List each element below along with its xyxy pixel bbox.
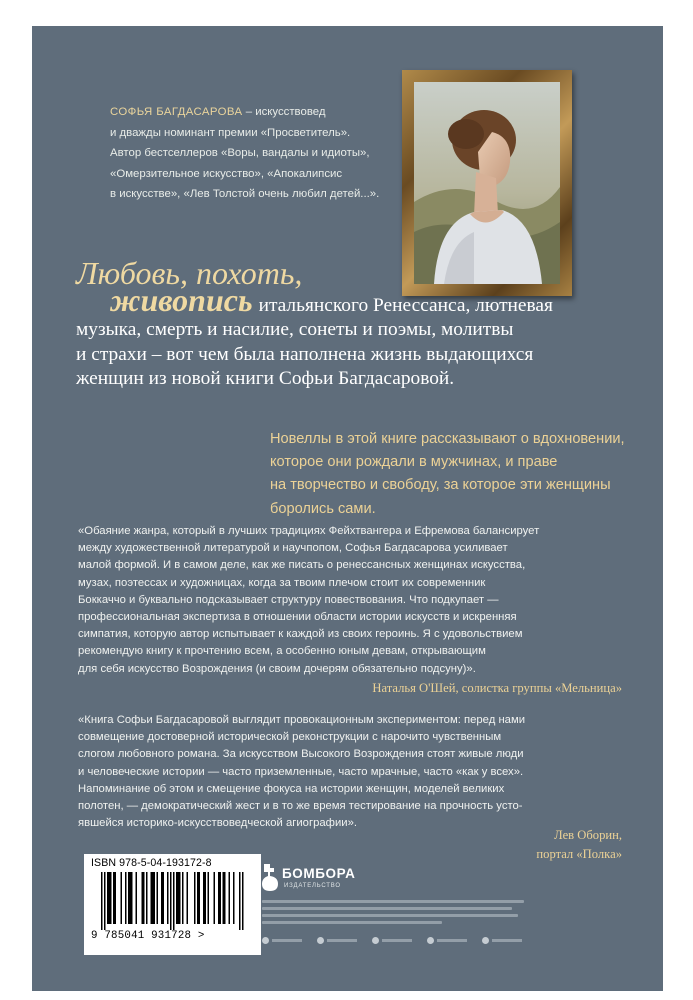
barcode-bar bbox=[224, 872, 226, 924]
barcode-bar bbox=[203, 872, 205, 924]
barcode-bar bbox=[146, 872, 148, 924]
bio-line: и дважды номинант премии «Просветитель». bbox=[110, 126, 351, 139]
barcode-bar bbox=[109, 872, 111, 924]
quote-1-author: Наталья О'Шей, солистка группы «Мельница» bbox=[372, 681, 622, 695]
barcode-bar bbox=[223, 872, 225, 924]
barcode-bar bbox=[178, 872, 180, 924]
quote-line: совмещение достоверной исторической реконструкции с нарочито чувственным bbox=[78, 731, 502, 744]
headline-big-line2: живопись bbox=[110, 282, 253, 318]
novellas-line: которое они рождали в мужчинах, и праве bbox=[270, 454, 558, 471]
barcode-bar bbox=[214, 872, 216, 924]
barcode-bar bbox=[208, 872, 210, 924]
barcode-bar bbox=[173, 872, 175, 930]
publisher-subtitle: ИЗДАТЕЛЬСТВО bbox=[284, 883, 341, 889]
social-icon bbox=[482, 937, 489, 944]
headline bbox=[76, 255, 636, 392]
bio-line: СОФЬЯ БАГДАСАРОВА – искусствовед bbox=[110, 106, 326, 118]
quote-line: Напоминание об этом и смещение фокуса на истории женщин, моделей великих bbox=[78, 782, 505, 795]
quote-line: малой формой. И в самом деле, как же писать о ренессансных женщинах искусства, bbox=[78, 559, 526, 572]
barcode-bar bbox=[167, 872, 169, 924]
social-icon bbox=[427, 937, 434, 944]
bio-line: «Омерзительное искусство», «Апокалипсис bbox=[110, 167, 343, 180]
review-quote-1 bbox=[78, 523, 621, 678]
quote-line: «Книга Софьи Багдасаровой выглядит провокационным экспериментом: перед нами bbox=[78, 714, 526, 726]
barcode-bar bbox=[161, 872, 163, 924]
quote-line: и человеческие истории — часто приземленные, часто мрачные, часто «как у всех». bbox=[78, 765, 524, 778]
barcode-bar bbox=[152, 872, 154, 924]
quote-2-author bbox=[412, 826, 622, 864]
publisher-name: БОМБОРА bbox=[282, 866, 356, 881]
quote-line: между художественной литературой и научпопом, Софья Багдасарова усиливает bbox=[78, 542, 508, 555]
novellas-line: боролись сами. bbox=[270, 500, 376, 517]
barcode-bar bbox=[182, 872, 184, 924]
barcode-bar bbox=[131, 872, 133, 924]
barcode-bar bbox=[142, 872, 144, 924]
barcode-bar bbox=[163, 872, 165, 924]
author-portrait bbox=[414, 82, 560, 284]
barcode-bar bbox=[205, 872, 207, 924]
barcode-bar bbox=[220, 872, 222, 924]
social-links-row bbox=[262, 936, 524, 948]
barcode-bar bbox=[197, 872, 199, 924]
barcode-bar bbox=[242, 872, 244, 930]
barcode-bar bbox=[194, 872, 196, 924]
barcode-bar bbox=[136, 872, 138, 924]
fine-print-line bbox=[262, 900, 524, 903]
quote-line: Боккаччо и буквально подсказывает структуру повествования. Что подкупает — bbox=[78, 593, 499, 606]
headline-line4: и страхи – вот чем была наполнена жизнь выдающихся bbox=[76, 343, 534, 365]
quote-line: музах, поэтессах и художницах, когда за твоим плечом стоит их современник bbox=[78, 576, 486, 589]
publisher-logo bbox=[260, 858, 370, 898]
social-icon bbox=[317, 937, 324, 944]
barcode-bar bbox=[101, 872, 103, 930]
quote-2-author-affiliation: портал «Полка» bbox=[536, 847, 622, 861]
social-icon bbox=[372, 937, 379, 944]
headline-big-line1: Любовь, похоть, bbox=[76, 255, 303, 291]
quote-line: симпатия, которую автор испытывает к каждой из своих героинь. Я с удовольствием bbox=[78, 628, 523, 641]
novellas-paragraph bbox=[270, 428, 640, 521]
novellas-line: Новеллы в этой книге рассказывают о вдохновении, bbox=[270, 431, 625, 447]
barcode-bars bbox=[91, 872, 254, 930]
barcode-bar bbox=[199, 872, 201, 924]
author-name: СОФЬЯ БАГДАСАРОВА bbox=[110, 106, 243, 118]
barcode-bar bbox=[115, 872, 117, 924]
fine-print-line bbox=[262, 907, 512, 910]
barcode-bar bbox=[151, 872, 153, 924]
headline-line5: женщин из новой книги Софьи Багдасаровой. bbox=[76, 368, 455, 390]
barcode-bar bbox=[113, 872, 115, 924]
isbn-barcode bbox=[84, 854, 261, 955]
barcode-bar bbox=[239, 872, 241, 930]
barcode-bar bbox=[130, 872, 132, 924]
publisher-emblem-icon bbox=[260, 862, 280, 892]
fine-print bbox=[262, 900, 524, 928]
quote-line: слогом любовного романа. За искусством Высокого Возрождения стоят живые люди bbox=[78, 748, 524, 761]
barcode-bar bbox=[128, 872, 130, 924]
review-quote-2 bbox=[78, 712, 621, 832]
barcode-bar bbox=[125, 872, 127, 924]
barcode-bar bbox=[107, 872, 109, 924]
fine-print-line bbox=[262, 914, 518, 917]
isbn-label: ISBN 978-5-04-193172-8 bbox=[91, 857, 212, 869]
barcode-bar bbox=[176, 872, 178, 924]
quote-line: полотен, — демократический жест и в то же время тестирование на прочность усто- bbox=[78, 800, 523, 813]
novellas-line: на творчество и свободу, за которое эти женщины bbox=[270, 477, 611, 494]
quote-line: профессиональная экспертиза в отношении области истории искусств и искренняя bbox=[78, 611, 517, 624]
social-icon bbox=[262, 937, 269, 944]
bio-line: Автор бестселлеров «Воры, вандалы и идиоты», bbox=[110, 147, 370, 160]
barcode-bar bbox=[104, 872, 106, 930]
barcode-digits: 9 785041 931728 > bbox=[91, 930, 205, 942]
bio-line: в искусстве», «Лев Толстой очень любил детей...». bbox=[110, 188, 380, 201]
barcode-bar bbox=[218, 872, 220, 924]
quote-2-author-name: Лев Оборин, bbox=[554, 828, 622, 842]
headline-line3: музыка, смерть и насилие, сонеты и поэмы, молитвы bbox=[76, 319, 514, 341]
fine-print-line bbox=[262, 921, 442, 924]
barcode-bar bbox=[229, 872, 231, 924]
barcode-bar bbox=[154, 872, 156, 924]
barcode-bar bbox=[157, 872, 159, 924]
author-bio bbox=[110, 102, 410, 205]
quote-line: явшейся историко-искусствоведческой агиографии». bbox=[78, 817, 357, 830]
barcode-bar bbox=[170, 872, 172, 930]
barcode-bar bbox=[187, 872, 189, 924]
barcode-bar bbox=[179, 872, 181, 924]
headline-line2: живопись итальянского Ренессанса, лютневая bbox=[110, 282, 553, 318]
book-back-cover bbox=[32, 26, 663, 991]
barcode-bar bbox=[110, 872, 112, 924]
barcode-bar bbox=[121, 872, 123, 924]
quote-line: для себя искусство Возрождения (и своим дочерям обязательно подсуну)». bbox=[78, 662, 476, 675]
barcode-bar bbox=[143, 872, 145, 924]
barcode-bar bbox=[233, 872, 235, 924]
quote-line: «Обаяние жанра, который в лучших традициях Фейхтвангера и Ефремова балансирует bbox=[78, 525, 540, 537]
quote-line: рекомендую книгу к прочтению всем, а особенно юным девам, открывающим bbox=[78, 645, 486, 658]
